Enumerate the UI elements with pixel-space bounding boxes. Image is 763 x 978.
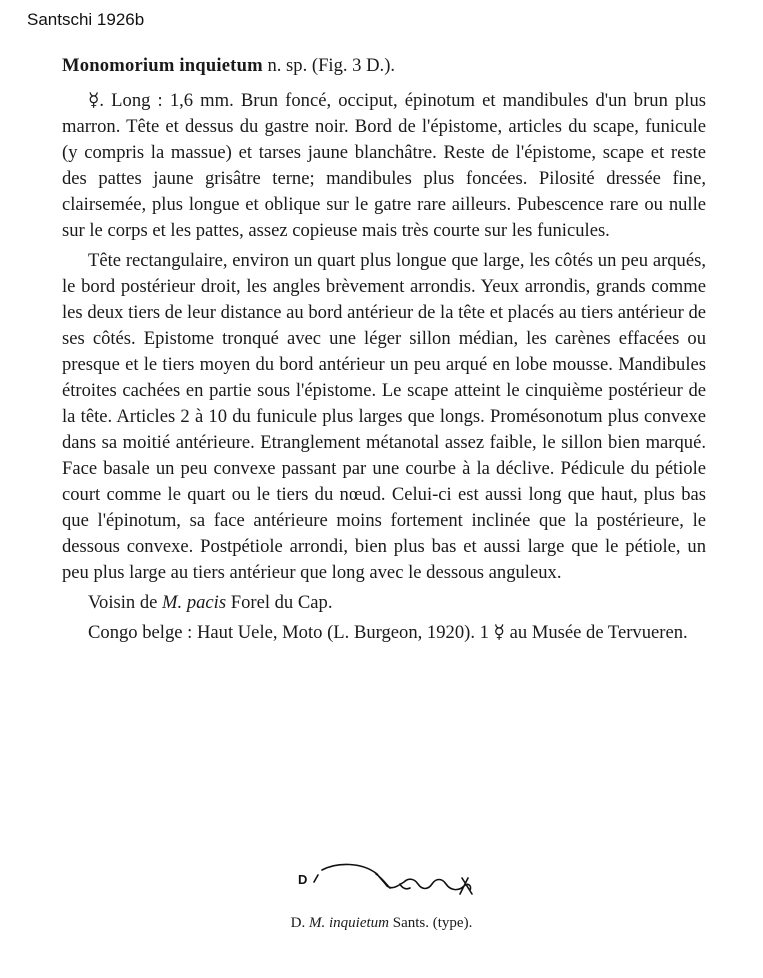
related-species: M. pacis <box>162 592 227 613</box>
species-suffix: n. sp. (Fig. 3 D.). <box>267 55 396 76</box>
figure-drawing <box>292 856 492 906</box>
document-header: Santschi 1926b <box>27 10 145 29</box>
caption-prefix: D. <box>290 915 306 931</box>
affinity-prefix: Voisin de <box>88 592 163 613</box>
paragraph-affinity <box>62 590 706 616</box>
caption-species: M. inquietum <box>309 915 389 931</box>
paragraph-morphology: Tête rectangulaire, environ un quart plus longue que large, les côtés un peu arqués, le bord postérieur droit, les angles brèvement arrondis. Yeux arrondis, grands comme les deux tiers de leur distance au bord antérieur de la tête et placés au tiers antérieur de ses côtés. Epistome tronqué avec une léger sillon médian, les carènes effacées ou presque et le tiers moyen du bord antérieur un peu arqué en lobe mousse. Mandibules étroites cachées en partie sous l'épistome. Le scape atteint le cinquième postérieur de la tête. Articles 2 à 10 du funicule plus larges que longs. Promésonotum plus convexe dans sa moitié antérieure. Etranglement métanotal assez faible, le sillon bien marqué. Face basale un peu convexe passant par une courbe à la déclive. Pédicule du pétiole court comme le quart ou le tiers du nœud. Celui-ci est aussi long que haut, plus bas que l'épinotum, sa face antérieure moins fortement inclinée que la postérieure, le dessous convexe. Postpétiole arrondi, bien plus bas et aussi large que le pétiole, un peu plus large au tiers antérieur que long avec le dessous anguleux. <box>62 250 706 583</box>
affinity-suffix: Forel du Cap. <box>226 592 333 613</box>
paragraph-locality: Congo belge : Haut Uele, Moto (L. Burgeon, 1920). 1 ☿ au Musée de Tervueren. <box>88 622 688 643</box>
species-title <box>62 53 706 79</box>
figure-label: D <box>298 872 308 887</box>
caption-suffix: Sants. (type). <box>392 915 473 931</box>
species-name: Monomorium inquietum <box>62 55 263 76</box>
figure-caption <box>0 915 763 932</box>
paragraph-coloration: ☿. Long : 1,6 mm. Brun foncé, occiput, épinotum et mandibules d'un brun plus marron. Tête et dessus du gastre noir. Bord de l'épistome, articles du scape, funicule (y compris la massue) et tarses jaune blanchâtre. Reste de l'épistome, scape et reste des pattes jaune grisâtre terne; mandibules plus foncées. Pilosité dressée fine, clairsemée, plus longue et oblique sur le gatre rare ailleurs. Pubescence rare ou nulle sur le corps et les pattes, assez copieuse mais très courte sur les funicules. <box>62 90 706 241</box>
description-body <box>62 88 706 646</box>
ant-silhouette <box>314 864 472 894</box>
